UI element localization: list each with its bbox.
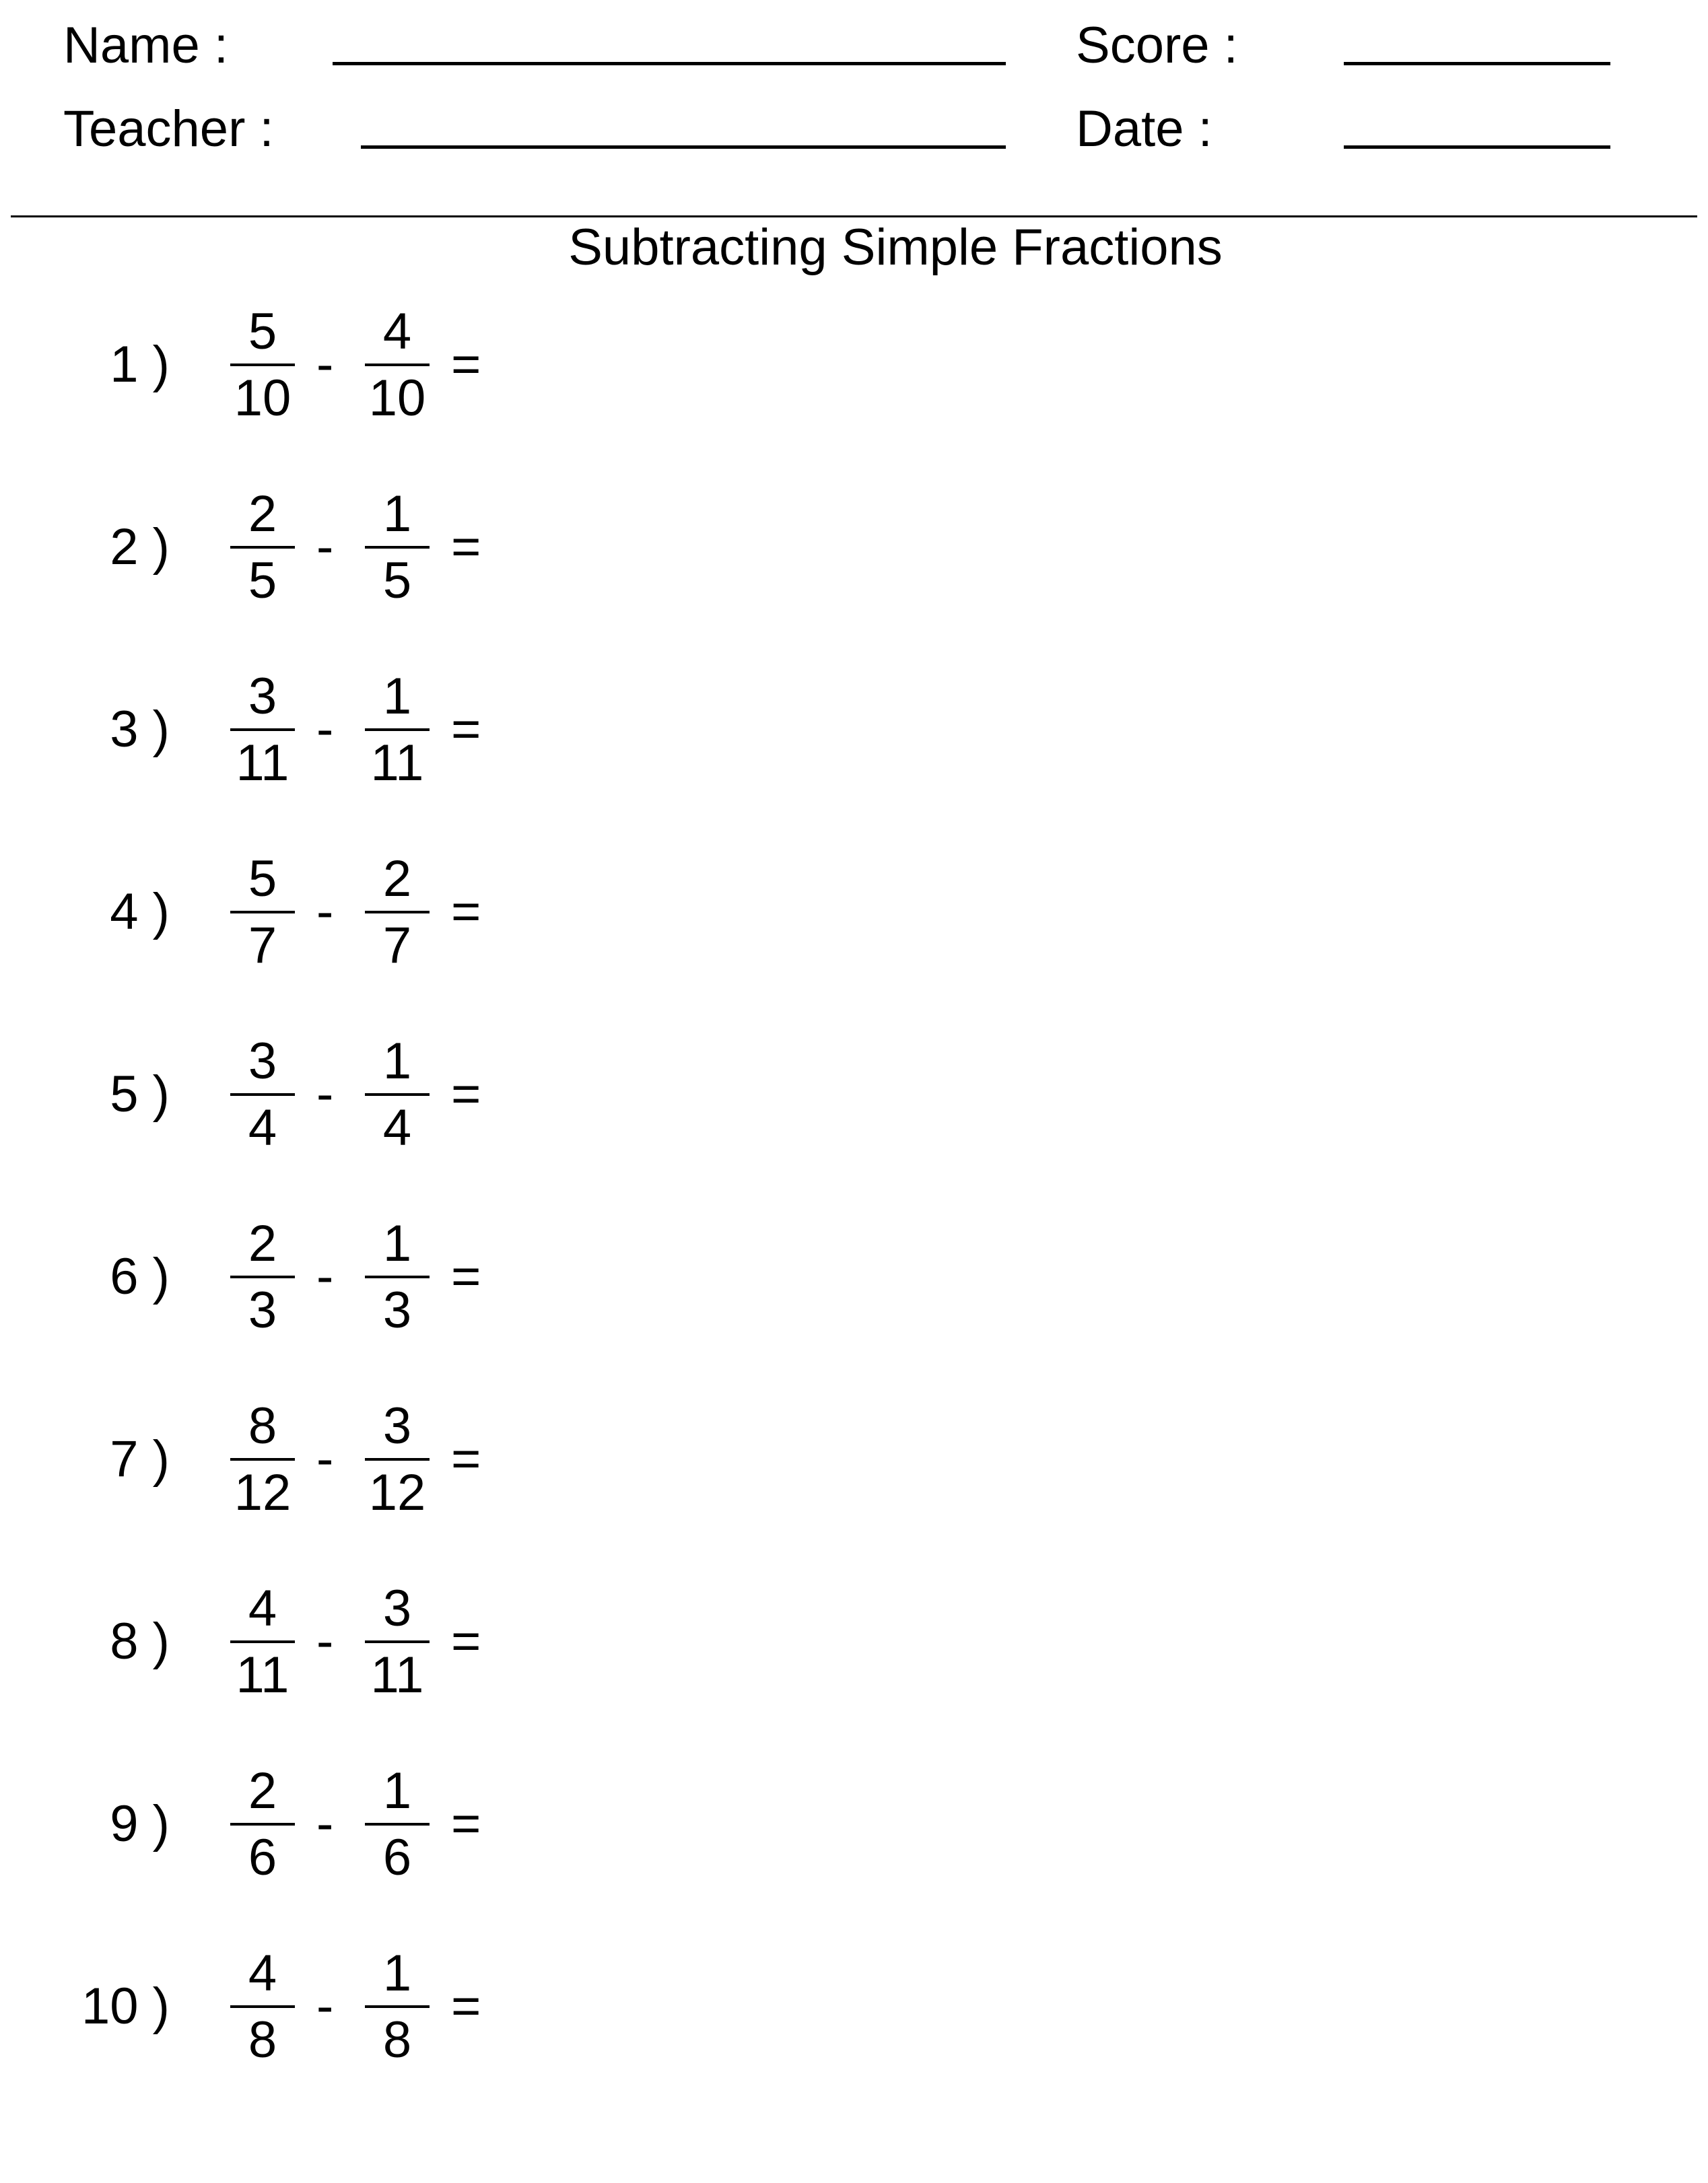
second-fraction (365, 846, 430, 981)
equals-sign: = (451, 1430, 481, 1488)
problem-5 (0, 1029, 606, 1163)
first-fraction (230, 1941, 295, 2075)
minus-sign: - (316, 883, 334, 940)
problem-number: 7 ) (110, 1430, 170, 1488)
numerator: 2 (382, 850, 412, 907)
fraction-bar (365, 1458, 430, 1461)
fraction-bar (230, 911, 295, 913)
problem-2 (0, 481, 606, 616)
minus-sign: - (316, 1430, 334, 1488)
fraction-bar (230, 363, 295, 366)
denominator: 12 (368, 1464, 426, 1521)
numerator: 4 (382, 303, 412, 360)
first-fraction (230, 846, 295, 981)
second-fraction (365, 299, 430, 434)
numerator: 4 (248, 1580, 277, 1637)
problem-number: 6 ) (110, 1248, 170, 1305)
minus-sign: - (316, 1978, 334, 2035)
equals-sign: = (451, 1248, 481, 1305)
equals-sign: = (451, 518, 481, 576)
problem-10 (0, 1941, 606, 2075)
fraction-bar (365, 911, 430, 913)
problem-1 (0, 299, 606, 434)
denominator: 10 (368, 370, 426, 427)
minus-sign: - (316, 701, 334, 758)
denominator: 7 (248, 917, 277, 974)
problem-number: 3 ) (110, 701, 170, 758)
equals-sign: = (451, 883, 481, 940)
denominator: 5 (248, 552, 277, 609)
fraction-bar (230, 1276, 295, 1278)
denominator: 6 (248, 1829, 277, 1886)
denominator: 8 (382, 2011, 412, 2069)
denominator: 11 (370, 734, 424, 792)
numerator: 1 (382, 1945, 412, 2002)
fraction-bar (365, 363, 430, 366)
second-fraction (365, 1393, 430, 1528)
first-fraction (230, 1393, 295, 1528)
denominator: 4 (382, 1099, 412, 1156)
numerator: 1 (382, 668, 412, 725)
problem-7 (0, 1393, 606, 1528)
header-divider (11, 215, 1697, 217)
fraction-bar (230, 546, 295, 549)
denominator: 4 (248, 1099, 277, 1156)
denominator: 12 (234, 1464, 292, 1521)
denominator: 3 (382, 1282, 412, 1339)
numerator: 3 (248, 668, 277, 725)
denominator: 7 (382, 917, 412, 974)
problem-6 (0, 1211, 606, 1346)
numerator: 1 (382, 485, 412, 543)
equals-sign: = (451, 701, 481, 758)
denominator: 3 (248, 1282, 277, 1339)
denominator: 8 (248, 2011, 277, 2069)
equals-sign: = (451, 1795, 481, 1852)
denominator: 11 (236, 1647, 289, 1704)
denominator: 10 (234, 370, 292, 427)
first-fraction (230, 481, 295, 616)
problem-number: 1 ) (110, 336, 170, 393)
problem-number: 4 ) (110, 883, 170, 940)
problem-number: 8 ) (110, 1613, 170, 1670)
numerator: 2 (248, 485, 277, 543)
numerator: 1 (382, 1215, 412, 1272)
numerator: 1 (382, 1762, 412, 1820)
equals-sign: = (451, 1066, 481, 1123)
fraction-bar (230, 728, 295, 731)
first-fraction (230, 1758, 295, 1893)
problem-number: 9 ) (110, 1795, 170, 1852)
worksheet-title: Subtracting Simple Fractions (568, 219, 1223, 276)
fraction-bar (365, 1093, 430, 1096)
numerator: 2 (248, 1215, 277, 1272)
first-fraction (230, 1029, 295, 1163)
numerator: 4 (248, 1945, 277, 2002)
first-fraction (230, 1576, 295, 1710)
score-blank-line[interactable] (1344, 62, 1610, 65)
problem-number: 2 ) (110, 518, 170, 576)
fraction-bar (230, 1823, 295, 1826)
fraction-bar (365, 1823, 430, 1826)
denominator: 6 (382, 1829, 412, 1886)
fraction-bar (230, 1458, 295, 1461)
date-label: Date : (1076, 100, 1212, 158)
numerator: 3 (248, 1033, 277, 1090)
fraction-bar (365, 728, 430, 731)
second-fraction (365, 1576, 430, 1710)
problem-9 (0, 1758, 606, 1893)
name-label: Name : (63, 17, 228, 74)
problem-3 (0, 664, 606, 798)
problem-number: 10 ) (81, 1978, 170, 2035)
problem-number: 5 ) (110, 1066, 170, 1123)
denominator: 11 (370, 1647, 424, 1704)
numerator: 3 (382, 1397, 412, 1455)
denominator: 11 (236, 734, 289, 792)
score-label: Score : (1076, 17, 1238, 74)
minus-sign: - (316, 518, 334, 576)
fraction-bar (230, 1093, 295, 1096)
second-fraction (365, 1758, 430, 1893)
numerator: 3 (382, 1580, 412, 1637)
numerator: 1 (382, 1033, 412, 1090)
fraction-bar (365, 546, 430, 549)
teacher-label: Teacher : (63, 100, 274, 158)
minus-sign: - (316, 1248, 334, 1305)
teacher-blank-line[interactable] (361, 145, 1006, 149)
first-fraction (230, 299, 295, 434)
numerator: 8 (248, 1397, 277, 1455)
second-fraction (365, 1029, 430, 1163)
second-fraction (365, 1211, 430, 1346)
numerator: 2 (248, 1762, 277, 1820)
second-fraction (365, 1941, 430, 2075)
date-blank-line[interactable] (1344, 145, 1610, 149)
denominator: 5 (382, 552, 412, 609)
minus-sign: - (316, 1795, 334, 1852)
minus-sign: - (316, 1066, 334, 1123)
fraction-bar (365, 1276, 430, 1278)
equals-sign: = (451, 336, 481, 393)
minus-sign: - (316, 336, 334, 393)
problem-8 (0, 1576, 606, 1710)
first-fraction (230, 664, 295, 798)
equals-sign: = (451, 1613, 481, 1670)
name-blank-line[interactable] (333, 62, 1006, 65)
numerator: 5 (248, 850, 277, 907)
fraction-bar (365, 2005, 430, 2008)
second-fraction (365, 664, 430, 798)
equals-sign: = (451, 1978, 481, 2035)
first-fraction (230, 1211, 295, 1346)
fraction-bar (230, 2005, 295, 2008)
minus-sign: - (316, 1613, 334, 1670)
second-fraction (365, 481, 430, 616)
fraction-bar (230, 1640, 295, 1643)
numerator: 5 (248, 303, 277, 360)
fraction-bar (365, 1640, 430, 1643)
problem-4 (0, 846, 606, 981)
